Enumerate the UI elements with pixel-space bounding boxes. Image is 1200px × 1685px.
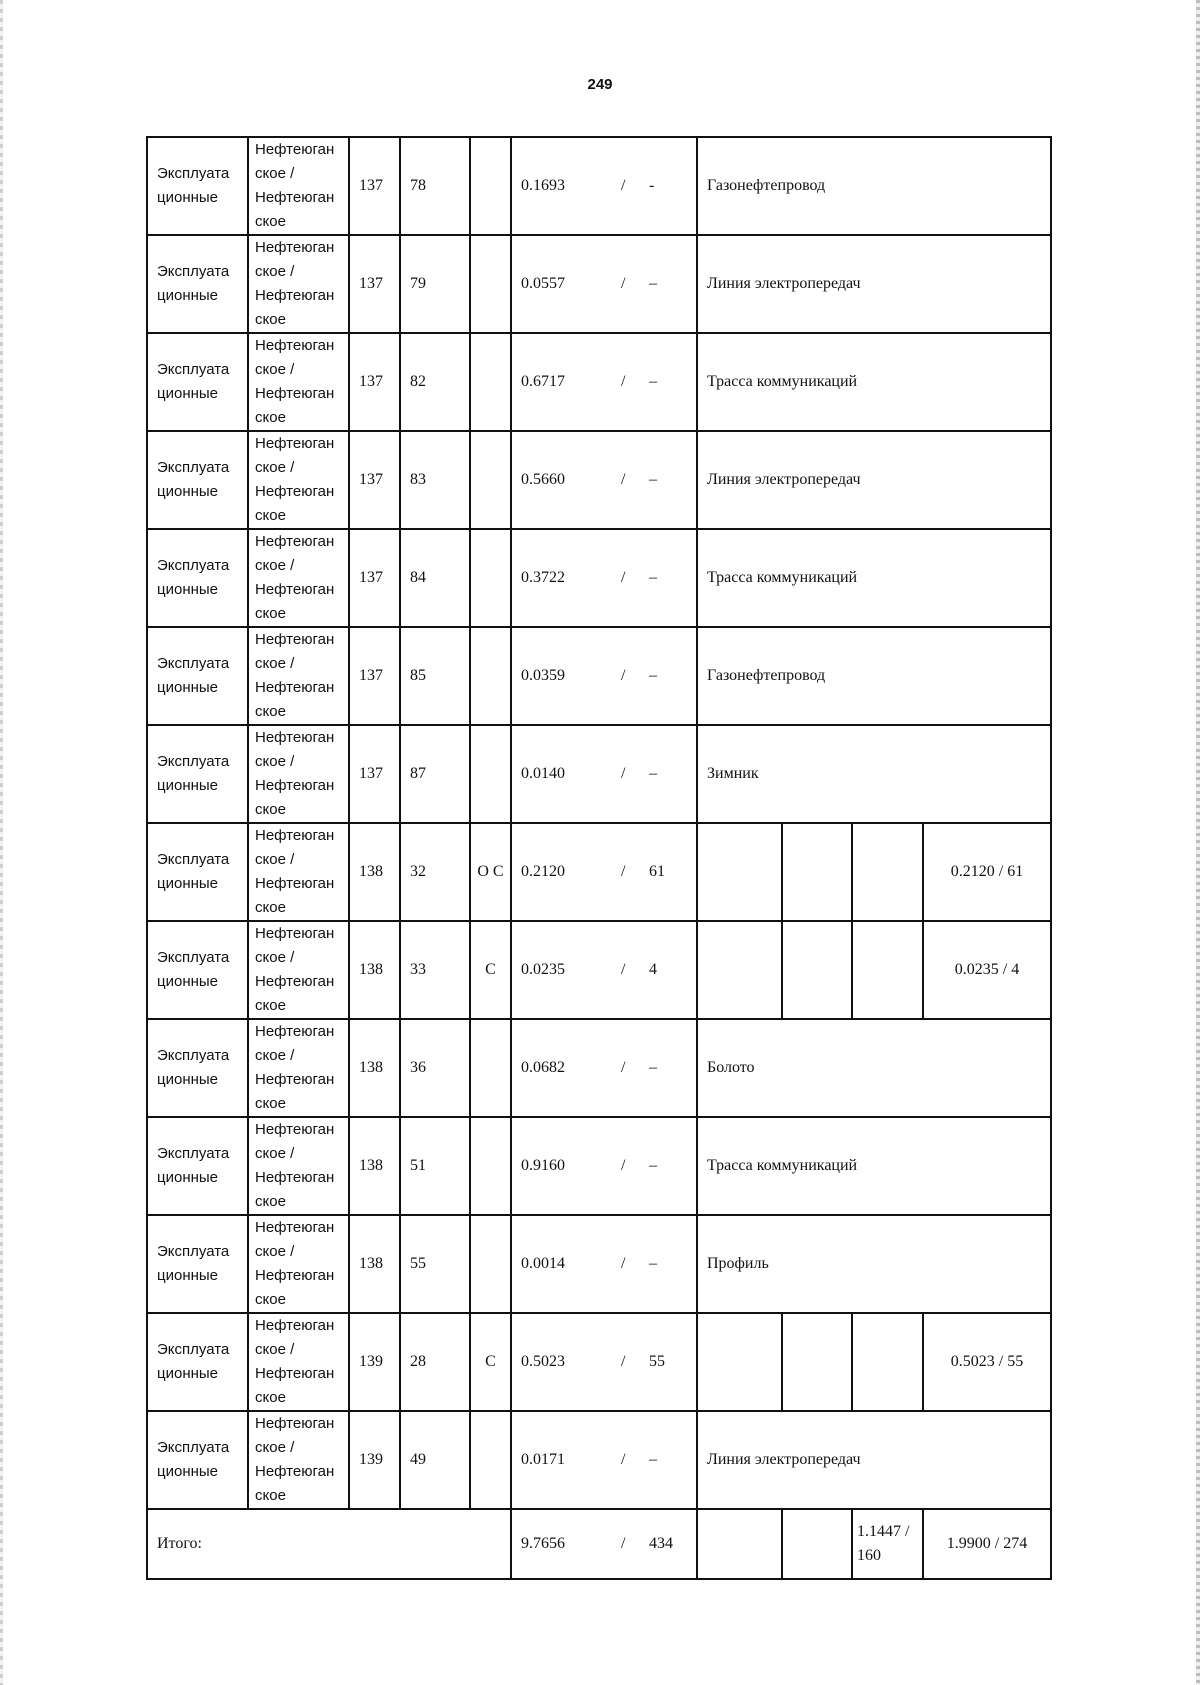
quarter-number-cell: 138 bbox=[349, 921, 400, 1019]
category-cell: С bbox=[470, 1313, 511, 1411]
area-value: 0.0140 bbox=[521, 765, 565, 782]
area-count: - bbox=[649, 177, 655, 194]
area-separator: / bbox=[621, 961, 626, 978]
area-separator: / bbox=[621, 1535, 626, 1552]
area-value: 0.0557 bbox=[521, 275, 565, 292]
usage-type-cell: Эксплуата ционные bbox=[147, 431, 248, 529]
total-breakdown-cell-2 bbox=[782, 1509, 852, 1579]
usage-type-cell: Эксплуата ционные bbox=[147, 235, 248, 333]
category-cell: О С bbox=[470, 823, 511, 921]
area-cell bbox=[511, 1117, 697, 1215]
table-row bbox=[147, 1313, 1051, 1411]
area-value: 0.0359 bbox=[521, 667, 565, 684]
field-name-cell: Нефтеюган ское / Нефтеюган ское bbox=[248, 823, 349, 921]
field-name-cell: Нефтеюган ское / Нефтеюган ское bbox=[248, 627, 349, 725]
usage-type-cell: Эксплуата ционные bbox=[147, 1117, 248, 1215]
breakdown-cell-1 bbox=[697, 921, 782, 1019]
description-cell: Линия электропередач bbox=[697, 235, 1051, 333]
table-row bbox=[147, 1117, 1051, 1215]
breakdown-cell-3 bbox=[852, 921, 923, 1019]
field-name-cell: Нефтеюган ское / Нефтеюган ское bbox=[248, 137, 349, 235]
area-separator: / bbox=[621, 373, 626, 390]
breakdown-cell-4: 0.0235 / 4 bbox=[923, 921, 1051, 1019]
area-count: – bbox=[649, 765, 657, 782]
area-cell bbox=[511, 823, 697, 921]
description-cell: Трасса коммуникаций bbox=[697, 333, 1051, 431]
area-value: 0.2120 bbox=[521, 863, 565, 880]
usage-type-cell: Эксплуата ционные bbox=[147, 1215, 248, 1313]
area-separator: / bbox=[621, 177, 626, 194]
description-cell: Газонефтепровод bbox=[697, 627, 1051, 725]
field-name-cell: Нефтеюган ское / Нефтеюган ское bbox=[248, 1411, 349, 1509]
table-row bbox=[147, 333, 1051, 431]
category-cell bbox=[470, 137, 511, 235]
area-cell bbox=[511, 1215, 697, 1313]
plot-number-cell: 55 bbox=[400, 1215, 470, 1313]
area-cell bbox=[511, 1019, 697, 1117]
plot-number-cell: 28 bbox=[400, 1313, 470, 1411]
quarter-number-cell: 137 bbox=[349, 627, 400, 725]
area-separator: / bbox=[621, 765, 626, 782]
description-cell: Трасса коммуникаций bbox=[697, 529, 1051, 627]
area-count: 4 bbox=[649, 961, 657, 978]
quarter-number-cell: 137 bbox=[349, 529, 400, 627]
field-name-cell: Нефтеюган ское / Нефтеюган ское bbox=[248, 333, 349, 431]
area-cell bbox=[511, 627, 697, 725]
category-cell bbox=[470, 333, 511, 431]
area-count: – bbox=[649, 1059, 657, 1076]
usage-type-cell: Эксплуата ционные bbox=[147, 1019, 248, 1117]
area-count: – bbox=[649, 1451, 657, 1468]
field-name-cell: Нефтеюган ское / Нефтеюган ское bbox=[248, 529, 349, 627]
field-name-cell: Нефтеюган ское / Нефтеюган ское bbox=[248, 725, 349, 823]
category-cell bbox=[470, 1411, 511, 1509]
plot-number-cell: 84 bbox=[400, 529, 470, 627]
area-separator: / bbox=[621, 863, 626, 880]
area-value: 0.1693 bbox=[521, 177, 565, 194]
category-cell bbox=[470, 431, 511, 529]
land-plots-table bbox=[146, 136, 1052, 1580]
breakdown-cell-1 bbox=[697, 1313, 782, 1411]
area-count: – bbox=[649, 1255, 657, 1272]
area-cell bbox=[511, 529, 697, 627]
breakdown-cell-4: 0.5023 / 55 bbox=[923, 1313, 1051, 1411]
area-value: 0.5660 bbox=[521, 471, 565, 488]
area-count: – bbox=[649, 373, 657, 390]
table-row bbox=[147, 725, 1051, 823]
area-cell bbox=[511, 235, 697, 333]
quarter-number-cell: 137 bbox=[349, 333, 400, 431]
plot-number-cell: 49 bbox=[400, 1411, 470, 1509]
area-value: 0.0682 bbox=[521, 1059, 565, 1076]
usage-type-cell: Эксплуата ционные bbox=[147, 1411, 248, 1509]
area-cell bbox=[511, 137, 697, 235]
table-row bbox=[147, 627, 1051, 725]
quarter-number-cell: 137 bbox=[349, 431, 400, 529]
category-cell: С bbox=[470, 921, 511, 1019]
usage-type-cell: Эксплуата ционные bbox=[147, 921, 248, 1019]
table-row bbox=[147, 921, 1051, 1019]
quarter-number-cell: 138 bbox=[349, 1019, 400, 1117]
total-breakdown-cell-1 bbox=[697, 1509, 782, 1579]
usage-type-cell: Эксплуата ционные bbox=[147, 627, 248, 725]
area-separator: / bbox=[621, 1157, 626, 1174]
area-separator: / bbox=[621, 1059, 626, 1076]
area-cell bbox=[511, 921, 697, 1019]
breakdown-cell-4: 0.2120 / 61 bbox=[923, 823, 1051, 921]
area-separator: / bbox=[621, 1353, 626, 1370]
quarter-number-cell: 138 bbox=[349, 823, 400, 921]
field-name-cell: Нефтеюган ское / Нефтеюган ское bbox=[248, 235, 349, 333]
scan-edge-right bbox=[1196, 0, 1200, 1685]
usage-type-cell: Эксплуата ционные bbox=[147, 1313, 248, 1411]
plot-number-cell: 87 bbox=[400, 725, 470, 823]
quarter-number-cell: 139 bbox=[349, 1313, 400, 1411]
area-separator: / bbox=[621, 275, 626, 292]
area-value: 9.7656 bbox=[521, 1535, 565, 1552]
table-row bbox=[147, 823, 1051, 921]
plot-number-cell: 33 bbox=[400, 921, 470, 1019]
area-cell bbox=[511, 1313, 697, 1411]
quarter-number-cell: 137 bbox=[349, 137, 400, 235]
total-breakdown-cell-3: 1.1447 / 160 bbox=[852, 1509, 923, 1579]
table-row bbox=[147, 137, 1051, 235]
area-count: – bbox=[649, 275, 657, 292]
area-count: 61 bbox=[649, 863, 665, 880]
description-cell: Болото bbox=[697, 1019, 1051, 1117]
area-cell bbox=[511, 1509, 697, 1579]
area-separator: / bbox=[621, 1255, 626, 1272]
table-row bbox=[147, 431, 1051, 529]
area-count: 434 bbox=[649, 1535, 673, 1552]
total-row bbox=[147, 1509, 1051, 1579]
description-cell: Линия электропередач bbox=[697, 1411, 1051, 1509]
category-cell bbox=[470, 725, 511, 823]
plot-number-cell: 32 bbox=[400, 823, 470, 921]
field-name-cell: Нефтеюган ское / Нефтеюган ское bbox=[248, 431, 349, 529]
page-number: 249 bbox=[587, 76, 613, 93]
category-cell bbox=[470, 1019, 511, 1117]
table-row bbox=[147, 1411, 1051, 1509]
plot-number-cell: 85 bbox=[400, 627, 470, 725]
area-count: – bbox=[649, 569, 657, 586]
total-breakdown-cell-4: 1.9900 / 274 bbox=[923, 1509, 1051, 1579]
description-cell: Зимник bbox=[697, 725, 1051, 823]
breakdown-cell-3 bbox=[852, 823, 923, 921]
area-cell bbox=[511, 431, 697, 529]
scan-edge-left bbox=[0, 0, 3, 1685]
quarter-number-cell: 138 bbox=[349, 1117, 400, 1215]
area-value: 0.0014 bbox=[521, 1255, 565, 1272]
breakdown-cell-3 bbox=[852, 1313, 923, 1411]
breakdown-cell-2 bbox=[782, 1313, 852, 1411]
category-cell bbox=[470, 1117, 511, 1215]
table-body bbox=[147, 137, 1051, 1579]
plot-number-cell: 51 bbox=[400, 1117, 470, 1215]
area-value: 0.6717 bbox=[521, 373, 565, 390]
field-name-cell: Нефтеюган ское / Нефтеюган ское bbox=[248, 921, 349, 1019]
usage-type-cell: Эксплуата ционные bbox=[147, 529, 248, 627]
breakdown-cell-2 bbox=[782, 823, 852, 921]
area-value: 0.9160 bbox=[521, 1157, 565, 1174]
table-row bbox=[147, 1019, 1051, 1117]
category-cell bbox=[470, 235, 511, 333]
area-value: 0.0235 bbox=[521, 961, 565, 978]
breakdown-cell-2 bbox=[782, 921, 852, 1019]
quarter-number-cell: 139 bbox=[349, 1411, 400, 1509]
area-value: 0.3722 bbox=[521, 569, 565, 586]
category-cell bbox=[470, 627, 511, 725]
area-cell bbox=[511, 333, 697, 431]
area-count: 55 bbox=[649, 1353, 665, 1370]
plot-number-cell: 82 bbox=[400, 333, 470, 431]
description-cell: Линия электропередач bbox=[697, 431, 1051, 529]
table-row bbox=[147, 235, 1051, 333]
usage-type-cell: Эксплуата ционные bbox=[147, 823, 248, 921]
area-cell bbox=[511, 725, 697, 823]
breakdown-cell-1 bbox=[697, 823, 782, 921]
usage-type-cell: Эксплуата ционные bbox=[147, 333, 248, 431]
area-separator: / bbox=[621, 1451, 626, 1468]
field-name-cell: Нефтеюган ское / Нефтеюган ское bbox=[248, 1117, 349, 1215]
area-count: – bbox=[649, 1157, 657, 1174]
plot-number-cell: 36 bbox=[400, 1019, 470, 1117]
plot-number-cell: 83 bbox=[400, 431, 470, 529]
area-separator: / bbox=[621, 471, 626, 488]
quarter-number-cell: 137 bbox=[349, 725, 400, 823]
area-cell bbox=[511, 1411, 697, 1509]
table-row bbox=[147, 1215, 1051, 1313]
description-cell: Трасса коммуникаций bbox=[697, 1117, 1051, 1215]
usage-type-cell: Эксплуата ционные bbox=[147, 725, 248, 823]
area-value: 0.0171 bbox=[521, 1451, 565, 1468]
description-cell: Профиль bbox=[697, 1215, 1051, 1313]
area-count: – bbox=[649, 667, 657, 684]
field-name-cell: Нефтеюган ское / Нефтеюган ское bbox=[248, 1019, 349, 1117]
usage-type-cell: Эксплуата ционные bbox=[147, 137, 248, 235]
category-cell bbox=[470, 1215, 511, 1313]
quarter-number-cell: 138 bbox=[349, 1215, 400, 1313]
description-cell: Газонефтепровод bbox=[697, 137, 1051, 235]
quarter-number-cell: 137 bbox=[349, 235, 400, 333]
area-value: 0.5023 bbox=[521, 1353, 565, 1370]
plot-number-cell: 79 bbox=[400, 235, 470, 333]
plot-number-cell: 78 bbox=[400, 137, 470, 235]
category-cell bbox=[470, 529, 511, 627]
area-separator: / bbox=[621, 667, 626, 684]
total-label-cell: Итого: bbox=[147, 1509, 511, 1579]
area-separator: / bbox=[621, 569, 626, 586]
table-row bbox=[147, 529, 1051, 627]
field-name-cell: Нефтеюган ское / Нефтеюган ское bbox=[248, 1313, 349, 1411]
field-name-cell: Нефтеюган ское / Нефтеюган ское bbox=[248, 1215, 349, 1313]
area-count: – bbox=[649, 471, 657, 488]
